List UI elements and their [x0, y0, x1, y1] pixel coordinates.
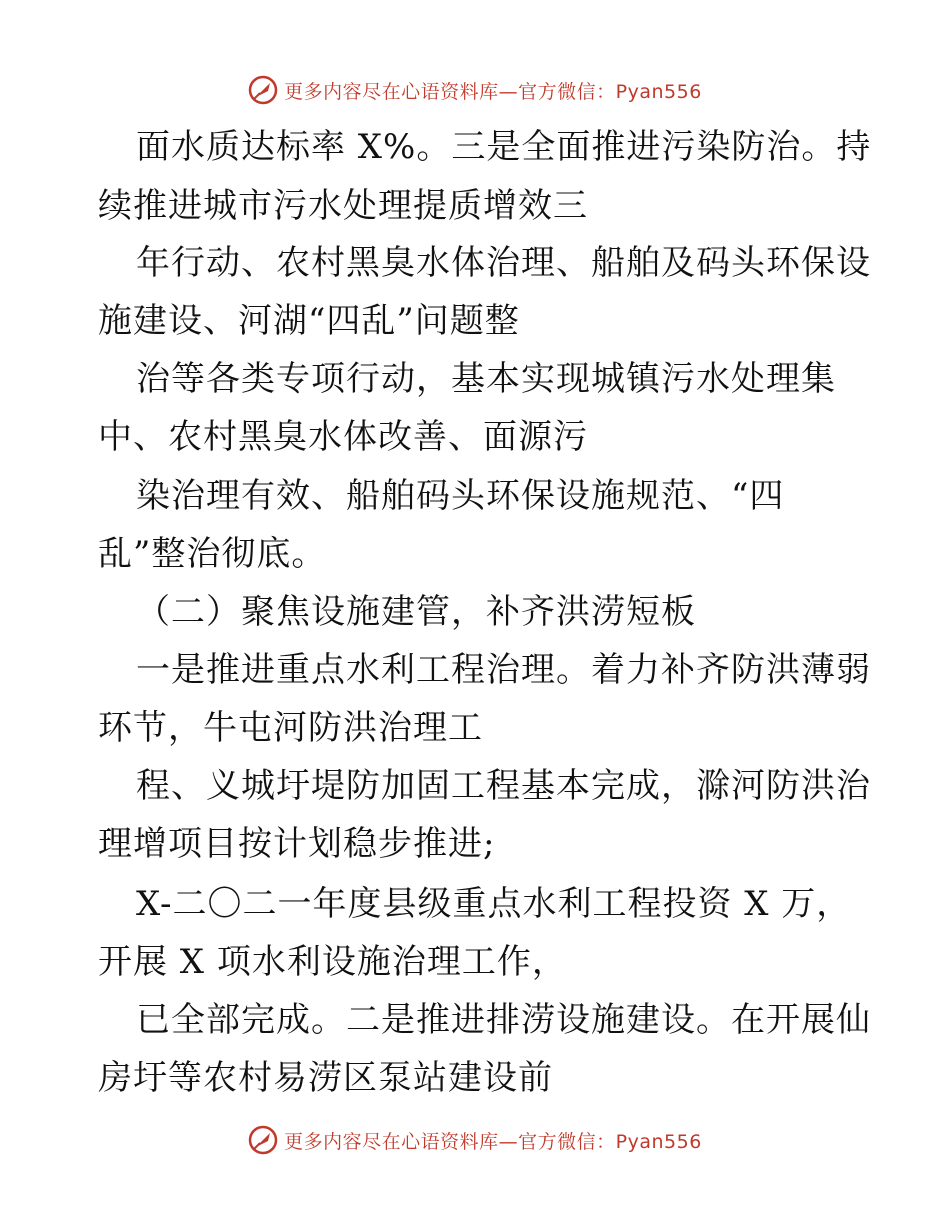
watermark-text: 更多内容尽在心语资料库—官方微信：Pyan556 [284, 1130, 702, 1153]
quill-logo-icon [248, 75, 278, 105]
header-watermark [0, 70, 950, 110]
text-line: 一是推进重点水利工程治理。着力补齐防洪薄弱 [136, 650, 871, 690]
text-line: 环节，牛屯河防洪治理工 [98, 708, 483, 748]
text-line: 治等各类专项行动，基本实现城镇污水处理集 [136, 359, 836, 399]
text-line: 染治理有效、船舶码头环保设施规范、“四 [136, 476, 785, 516]
footer-watermark [0, 1120, 950, 1160]
text-line: 续推进城市污水处理提质增效三 [98, 186, 588, 226]
text-line: 面水质达标率 X%。三是全面推进污染防治。持 [136, 127, 872, 167]
text-line: 已全部完成。二是推进排涝设施建设。在开展仙 [136, 1000, 871, 1040]
quill-logo-icon [248, 1125, 278, 1155]
text-line: 开展 X 项水利设施治理工作， [98, 942, 567, 982]
text-line: 施建设、河湖“四乱”问题整 [98, 301, 520, 341]
text-line: 理增项目按计划稳步推进; [98, 824, 496, 864]
text-line: 房圩等农村易涝区泵站建设前 [98, 1058, 553, 1098]
text-line: X-二〇二一年度县级重点水利工程投资 X 万， [136, 884, 852, 924]
text-line: 乱”整治彻底。 [98, 534, 327, 574]
text-line: 程、义城圩堤防加固工程基本完成，滁河防洪治 [136, 766, 871, 806]
text-line: 年行动、农村黑臭水体治理、船舶及码头环保设 [136, 243, 871, 283]
section-heading: （二）聚焦设施建管，补齐洪涝短板 [136, 592, 696, 632]
text-line: 中、农村黑臭水体改善、面源污 [98, 417, 588, 457]
watermark-text: 更多内容尽在心语资料库—官方微信：Pyan556 [284, 80, 702, 103]
